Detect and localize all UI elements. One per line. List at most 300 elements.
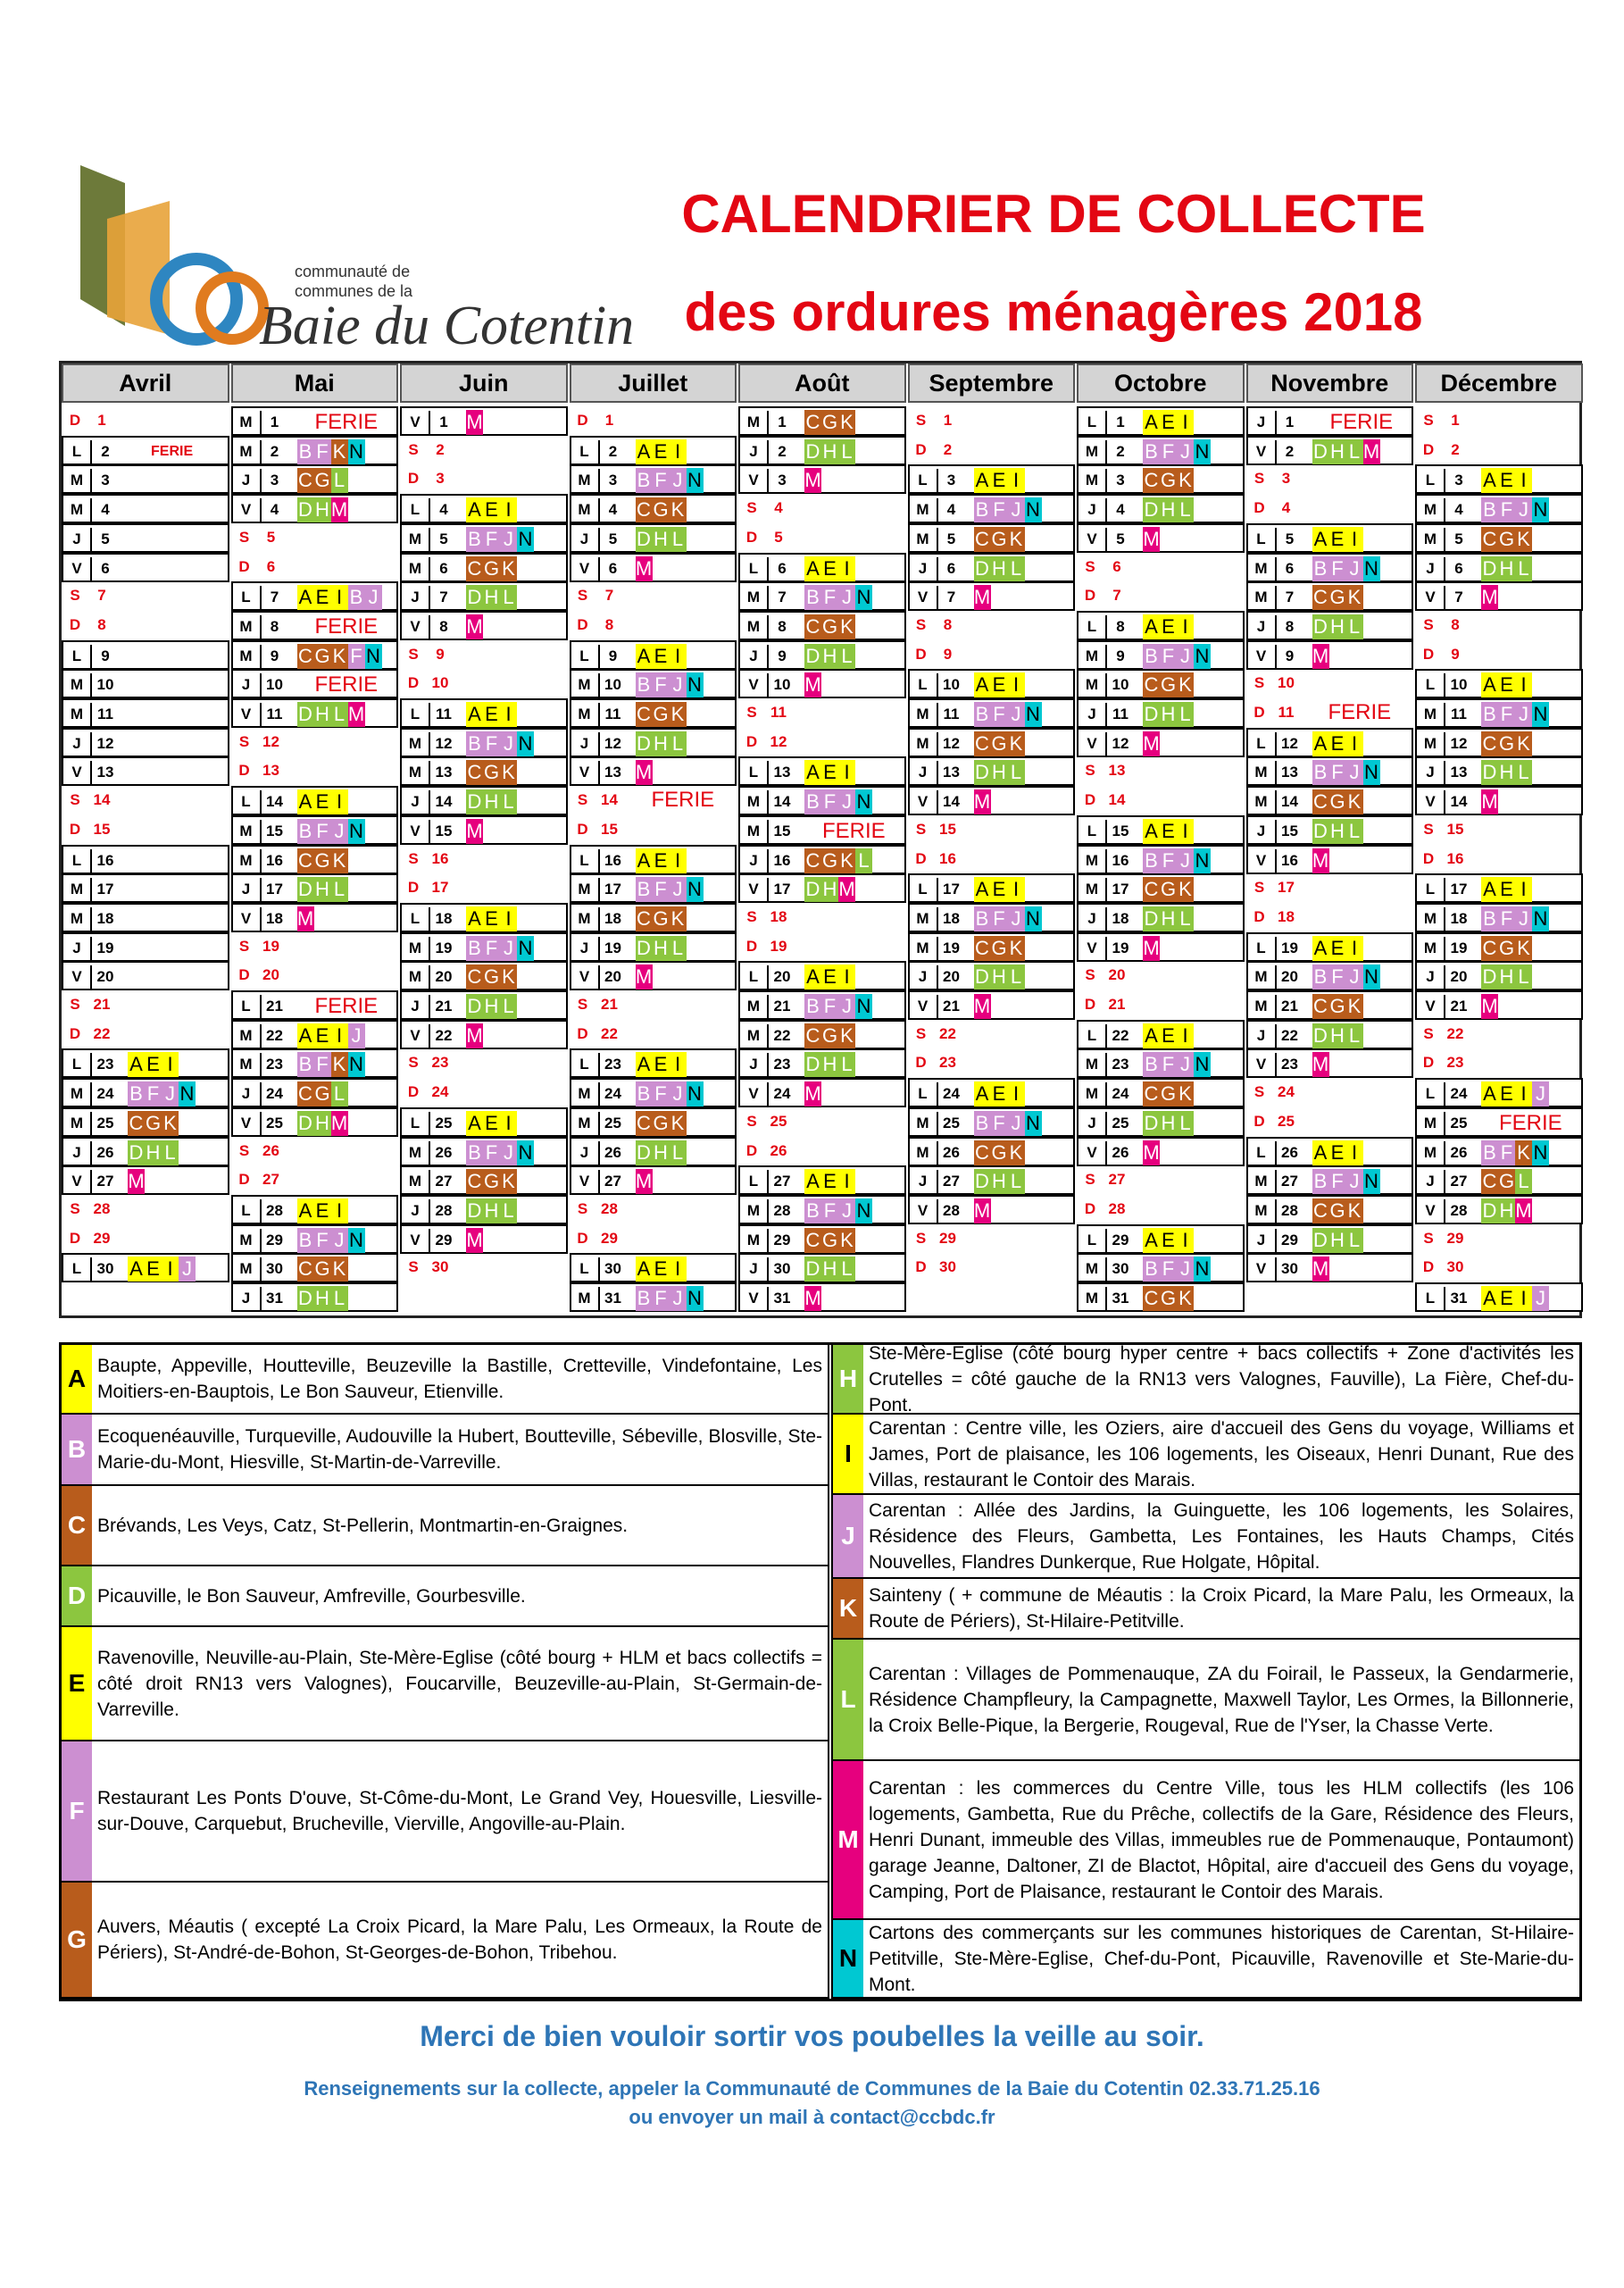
collection-codes <box>1312 1023 1363 1048</box>
day-number: 2 <box>598 440 627 463</box>
code-K: K <box>331 1052 348 1077</box>
day-number: 21 <box>260 995 288 1018</box>
code-D: D <box>637 731 651 755</box>
code-L: L <box>1346 1023 1363 1048</box>
day-letter: V <box>71 764 82 781</box>
day-cell <box>908 845 1076 874</box>
day-letter: L <box>1425 1085 1436 1103</box>
day-number: 31 <box>767 1287 795 1310</box>
code-B: B <box>297 1228 314 1253</box>
code-A: A <box>1481 1286 1498 1311</box>
day-letter: L <box>410 706 421 722</box>
code-C: C <box>1144 673 1159 697</box>
contact-email-text: ou envoyer un mail à contact@ccbdc.fr <box>629 2106 995 2128</box>
day-cell <box>1077 1282 1245 1312</box>
day-cell <box>1077 523 1245 553</box>
code-B: B <box>1312 760 1329 785</box>
code-N: N <box>349 1228 363 1251</box>
day-letter: J <box>1256 1231 1266 1248</box>
code-C: C <box>637 906 651 930</box>
code-C: C <box>805 848 820 872</box>
day-letter: L <box>1256 734 1266 752</box>
day-cell <box>908 932 1076 962</box>
code-D: D <box>467 1198 482 1222</box>
code-D: D <box>129 1140 144 1164</box>
day-letter: D <box>915 440 927 458</box>
collection-codes <box>466 994 517 1019</box>
code-B: B <box>297 439 314 464</box>
code-B: B <box>1143 1052 1160 1077</box>
day-number: 12 <box>1444 732 1472 756</box>
day-letter: D <box>1084 996 1096 1013</box>
collection-codes <box>128 1081 196 1106</box>
day-number: 18 <box>1105 907 1134 931</box>
code-L: L <box>1177 906 1194 931</box>
code-J: J <box>162 1081 179 1106</box>
code-B: B <box>1143 848 1160 873</box>
day-letter: M <box>1423 706 1437 722</box>
code-F: F <box>991 906 1008 931</box>
day-number: 24 <box>431 1083 449 1101</box>
code-J: J <box>670 877 687 902</box>
collection-codes <box>297 1198 348 1223</box>
code-N: N <box>687 1287 702 1309</box>
day-letter: L <box>579 442 589 460</box>
code-L: L <box>838 644 855 669</box>
day-cell <box>1246 464 1414 494</box>
code-H: H <box>822 1257 837 1281</box>
collection-codes <box>1143 497 1194 522</box>
code-J: J <box>838 585 855 610</box>
code-C: C <box>975 527 989 550</box>
code-I: I <box>162 1257 179 1282</box>
code-L: L <box>1008 556 1025 581</box>
day-number: 17 <box>431 879 449 897</box>
code-J: J <box>1177 644 1194 669</box>
day-letter: S <box>1085 557 1095 575</box>
code-C: C <box>805 614 820 638</box>
code-E: E <box>1160 614 1177 639</box>
day-cell <box>1415 698 1583 728</box>
code-L: L <box>670 936 687 961</box>
code-G: G <box>653 906 669 930</box>
code-L: L <box>1177 1111 1194 1136</box>
day-cell <box>231 698 399 728</box>
collection-codes <box>466 936 534 961</box>
code-K: K <box>1177 877 1194 902</box>
code-C: C <box>298 1257 312 1281</box>
code-E: E <box>1329 527 1346 552</box>
day-number: 16 <box>1275 849 1303 873</box>
code-B: B <box>1481 497 1498 522</box>
day-number: 22 <box>767 1024 795 1048</box>
day-letter: D <box>915 645 927 663</box>
day-number: 23 <box>1275 1053 1303 1076</box>
day-letter: M <box>1254 589 1268 606</box>
code-K: K <box>500 964 517 990</box>
collection-codes <box>804 439 855 464</box>
day-number: 22 <box>1446 1024 1464 1042</box>
code-M: M <box>1481 586 1498 609</box>
day-number: 14 <box>260 790 288 814</box>
day-cell <box>1246 932 1414 962</box>
collection-codes <box>804 789 872 814</box>
day-cell <box>231 903 399 932</box>
day-cell <box>738 494 906 523</box>
day-cell <box>62 1048 229 1078</box>
code-H: H <box>654 731 668 755</box>
day-number: 19 <box>262 937 279 955</box>
day-letter: S <box>408 440 419 458</box>
day-cell <box>1415 406 1583 436</box>
collection-codes <box>1312 1169 1380 1194</box>
code-M: M <box>635 965 653 989</box>
collection-codes <box>804 556 855 581</box>
code-B: B <box>974 1111 991 1136</box>
day-cell <box>62 961 229 990</box>
collection-codes <box>297 789 348 814</box>
code-B: B <box>466 1140 483 1165</box>
collection-codes <box>297 644 382 669</box>
code-F: F <box>653 468 670 493</box>
collection-codes <box>974 731 1025 756</box>
day-letter: M <box>578 676 591 694</box>
code-C: C <box>975 731 989 755</box>
day-number: 15 <box>601 820 618 838</box>
day-number: 25 <box>598 1112 627 1135</box>
day-number: 12 <box>429 732 457 756</box>
code-K: K <box>1177 1081 1194 1106</box>
legend-text: Sainteny ( + commune de Méautis : la Croix Picard, la Mare Palu, les Ormeaux, la Route de Périers), St-Hilaire-Petitville. <box>869 1585 1574 1632</box>
day-number: 10 <box>260 673 288 697</box>
day-letter: J <box>918 1173 928 1190</box>
day-number: 12 <box>1105 732 1134 756</box>
day-letter: S <box>1253 879 1265 897</box>
day-letter: M <box>578 881 591 898</box>
code-L: L <box>500 789 517 814</box>
code-C: C <box>1144 1287 1159 1309</box>
day-cell <box>400 961 568 990</box>
collection-codes <box>128 1111 179 1136</box>
day-number: 5 <box>90 528 119 551</box>
code-N: N <box>1195 439 1210 463</box>
day-number: 25 <box>937 1112 965 1135</box>
day-number: 25 <box>429 1112 457 1135</box>
collection-codes <box>1312 644 1329 669</box>
day-letter: M <box>746 589 761 606</box>
day-letter: M <box>746 998 761 1015</box>
day-cell <box>62 903 229 932</box>
day-cell <box>1077 815 1245 845</box>
legend-letter-badge: B <box>62 1415 92 1484</box>
code-F: F <box>1498 497 1515 522</box>
day-letter: J <box>918 764 928 781</box>
day-letter: M <box>1423 734 1437 752</box>
day-number: 5 <box>266 528 276 546</box>
code-C: C <box>805 1228 820 1251</box>
day-letter: V <box>917 998 929 1015</box>
code-D: D <box>298 498 312 522</box>
legend-row-D <box>62 1566 828 1627</box>
day-letter: S <box>1423 412 1434 429</box>
legend-text: Carentan : Centre ville, les Oziers, aire d'accueil des Gens du voyage, Williams et James, Port de plaisance, les 106 logements, les Oiseaux, Henri Dunant, Rue des Villas, restaurant le Contoir des Marais. <box>869 1417 1574 1491</box>
code-K: K <box>1008 527 1025 552</box>
day-letter: V <box>1255 442 1267 460</box>
collection-codes <box>974 906 1042 931</box>
day-cell <box>231 932 399 962</box>
day-number: 4 <box>774 499 783 517</box>
code-I: I <box>331 585 348 610</box>
day-letter: M <box>746 617 761 635</box>
day-cell <box>1077 669 1245 698</box>
code-A: A <box>974 1081 991 1106</box>
code-J: J <box>365 585 382 610</box>
collection-codes <box>636 1257 687 1282</box>
day-cell <box>231 1253 399 1282</box>
day-cell <box>400 581 568 611</box>
code-I: I <box>1177 410 1194 435</box>
day-letter: S <box>70 587 80 605</box>
code-N: N <box>179 1082 195 1106</box>
collection-codes <box>466 585 517 610</box>
collection-codes <box>974 877 1025 902</box>
code-G: G <box>483 556 500 580</box>
month-column-2 <box>400 363 568 1315</box>
day-cell <box>1246 903 1414 932</box>
day-cell <box>1246 1253 1414 1282</box>
legend-text: Restaurant Les Ponts D'ouve, St-Côme-du-Mont, Le Grand Vey, Houesville, Liesville-sur-Douve, Carquebut, Brucheville, Vierville, Angoville-au-Plain. <box>97 1788 822 1834</box>
day-letter: J <box>241 881 251 898</box>
day-number: 4 <box>90 498 119 522</box>
collection-codes <box>466 1198 517 1223</box>
code-I: I <box>1346 731 1363 756</box>
day-cell <box>1077 990 1245 1020</box>
code-E: E <box>483 497 500 522</box>
collection-codes <box>636 468 704 493</box>
day-number: 3 <box>1281 470 1291 488</box>
code-L: L <box>1008 1169 1025 1194</box>
day-letter: S <box>1085 1171 1095 1189</box>
day-number: 16 <box>90 849 119 873</box>
page-title: CALENDRIER DE COLLECTE <box>681 184 1426 244</box>
day-cell <box>1077 464 1245 494</box>
collection-codes <box>974 1081 1025 1106</box>
day-letter: V <box>748 472 759 489</box>
code-F: F <box>1160 1052 1177 1077</box>
code-H: H <box>1161 703 1176 725</box>
code-A: A <box>974 672 991 697</box>
legend-text: Cartons des commerçants sur les communes historiques de Carentan, St-Hilaire-Petitville, Ste-Mère-Eglise, Chef-du-Pont, Picauville, Ravenoville et Ste-Marie-du-Mont. <box>869 1922 1574 1995</box>
day-letter: J <box>579 530 589 547</box>
code-M: M <box>128 1170 145 1193</box>
code-C: C <box>975 936 989 959</box>
day-letter: D <box>1253 907 1265 925</box>
day-letter: D <box>577 1024 588 1042</box>
code-L: L <box>500 585 517 610</box>
code-D: D <box>975 965 989 989</box>
code-F: F <box>1160 848 1177 873</box>
day-number: 5 <box>937 528 965 551</box>
day-number: 17 <box>767 878 795 901</box>
legend-row-I <box>833 1415 1579 1495</box>
day-number: 7 <box>97 587 106 605</box>
day-letter: D <box>915 1258 927 1276</box>
code-M: M <box>466 819 483 842</box>
day-cell <box>738 990 906 1020</box>
code-G: G <box>991 1140 1007 1164</box>
day-number: 10 <box>767 673 795 697</box>
day-letter: J <box>1256 1026 1266 1044</box>
day-number: 29 <box>1105 1229 1134 1252</box>
day-number: 27 <box>1275 1170 1303 1193</box>
day-cell <box>1246 845 1414 874</box>
day-number: 27 <box>90 1170 119 1193</box>
day-cell <box>570 1137 737 1166</box>
code-H: H <box>1161 1111 1176 1134</box>
day-letter: M <box>239 1260 253 1278</box>
day-letter: J <box>241 472 251 489</box>
code-L: L <box>500 1198 517 1223</box>
code-M: M <box>466 411 483 433</box>
collection-codes <box>804 672 821 697</box>
day-number: 10 <box>937 673 965 697</box>
day-letter: S <box>577 996 588 1013</box>
day-cell <box>738 1078 906 1107</box>
day-cell <box>62 786 229 815</box>
day-number: 11 <box>937 703 965 726</box>
day-letter: L <box>241 793 251 811</box>
collection-codes <box>297 1257 348 1282</box>
code-M: M <box>1143 936 1160 959</box>
day-letter: V <box>917 1201 929 1219</box>
code-K: K <box>500 760 517 785</box>
day-number: 2 <box>943 440 953 458</box>
day-letter: M <box>1085 647 1099 664</box>
collection-codes <box>636 1052 687 1077</box>
day-number: 29 <box>260 1229 288 1252</box>
day-letter: S <box>408 1258 419 1276</box>
day-cell <box>231 786 399 815</box>
collection-codes <box>1143 877 1194 902</box>
day-cell <box>1246 611 1414 640</box>
day-cell <box>570 873 737 903</box>
day-number: 29 <box>429 1229 457 1252</box>
code-H: H <box>315 1287 329 1309</box>
day-number: 13 <box>262 762 279 780</box>
code-J: J <box>1008 497 1025 522</box>
day-number: 4 <box>1281 499 1291 517</box>
day-cell <box>1077 553 1245 582</box>
day-number: 11 <box>260 703 288 726</box>
day-cell <box>1415 1107 1583 1137</box>
day-cell <box>1077 1165 1245 1195</box>
day-cell <box>1077 961 1245 990</box>
day-letter: S <box>70 1199 80 1217</box>
day-letter: L <box>241 589 251 606</box>
code-I: I <box>500 906 517 931</box>
day-number: 13 <box>767 761 795 784</box>
code-D: D <box>637 936 651 959</box>
code-G: G <box>314 469 330 492</box>
collection-codes <box>974 1111 1042 1136</box>
day-letter: M <box>239 442 253 460</box>
collection-codes <box>1481 527 1532 552</box>
day-cell <box>908 553 1076 582</box>
day-cell <box>570 786 737 815</box>
collection-codes <box>1481 468 1532 493</box>
code-H: H <box>484 586 499 609</box>
collection-codes <box>804 614 855 639</box>
day-number: 16 <box>767 849 795 873</box>
day-number: 22 <box>260 1024 288 1048</box>
code-G: G <box>821 1023 838 1047</box>
day-letter: M <box>1254 1173 1268 1190</box>
day-number: 2 <box>436 440 445 458</box>
day-cell <box>1077 1048 1245 1078</box>
day-cell <box>1077 1195 1245 1224</box>
code-J: J <box>670 1286 687 1311</box>
code-G: G <box>1160 878 1177 901</box>
code-B: B <box>1312 556 1329 581</box>
legend-letter-badge: G <box>62 1883 92 1997</box>
code-E: E <box>991 468 1008 493</box>
day-cell <box>1415 728 1583 757</box>
day-number: 8 <box>97 615 106 633</box>
day-cell <box>400 553 568 582</box>
code-K: K <box>1346 994 1363 1019</box>
code-M: M <box>466 614 483 638</box>
code-H: H <box>822 878 837 901</box>
code-N: N <box>349 819 363 842</box>
day-cell <box>738 786 906 815</box>
collection-codes <box>1143 906 1194 931</box>
day-number: 21 <box>93 996 111 1013</box>
day-cell <box>400 990 568 1020</box>
collection-codes <box>128 1169 145 1194</box>
day-cell <box>400 1195 568 1224</box>
day-cell <box>1415 1165 1583 1195</box>
day-letter: D <box>69 1229 81 1247</box>
day-cell <box>738 1048 906 1078</box>
day-cell <box>738 961 906 990</box>
code-L: L <box>1346 1228 1363 1253</box>
month-header: Juillet <box>570 363 737 403</box>
code-N: N <box>518 731 533 755</box>
day-number: 10 <box>90 673 119 697</box>
day-cell <box>908 990 1076 1020</box>
collection-codes <box>128 1052 179 1077</box>
code-I: I <box>838 760 855 785</box>
day-number: 28 <box>601 1199 618 1217</box>
code-N: N <box>1195 644 1210 667</box>
code-D: D <box>298 703 312 725</box>
day-cell <box>62 1137 229 1166</box>
collection-codes <box>804 585 872 610</box>
code-B: B <box>974 497 991 522</box>
day-cell <box>400 756 568 786</box>
collection-codes <box>636 760 653 785</box>
code-A: A <box>974 468 991 493</box>
day-letter: J <box>749 1260 758 1278</box>
day-cell <box>570 581 737 611</box>
day-number: 11 <box>1444 703 1472 726</box>
day-cell <box>62 756 229 786</box>
day-letter: V <box>1255 851 1267 869</box>
day-cell <box>62 669 229 698</box>
collection-codes <box>466 964 517 990</box>
day-number: 4 <box>429 498 457 522</box>
ferie-label: FERIE <box>314 994 379 1018</box>
